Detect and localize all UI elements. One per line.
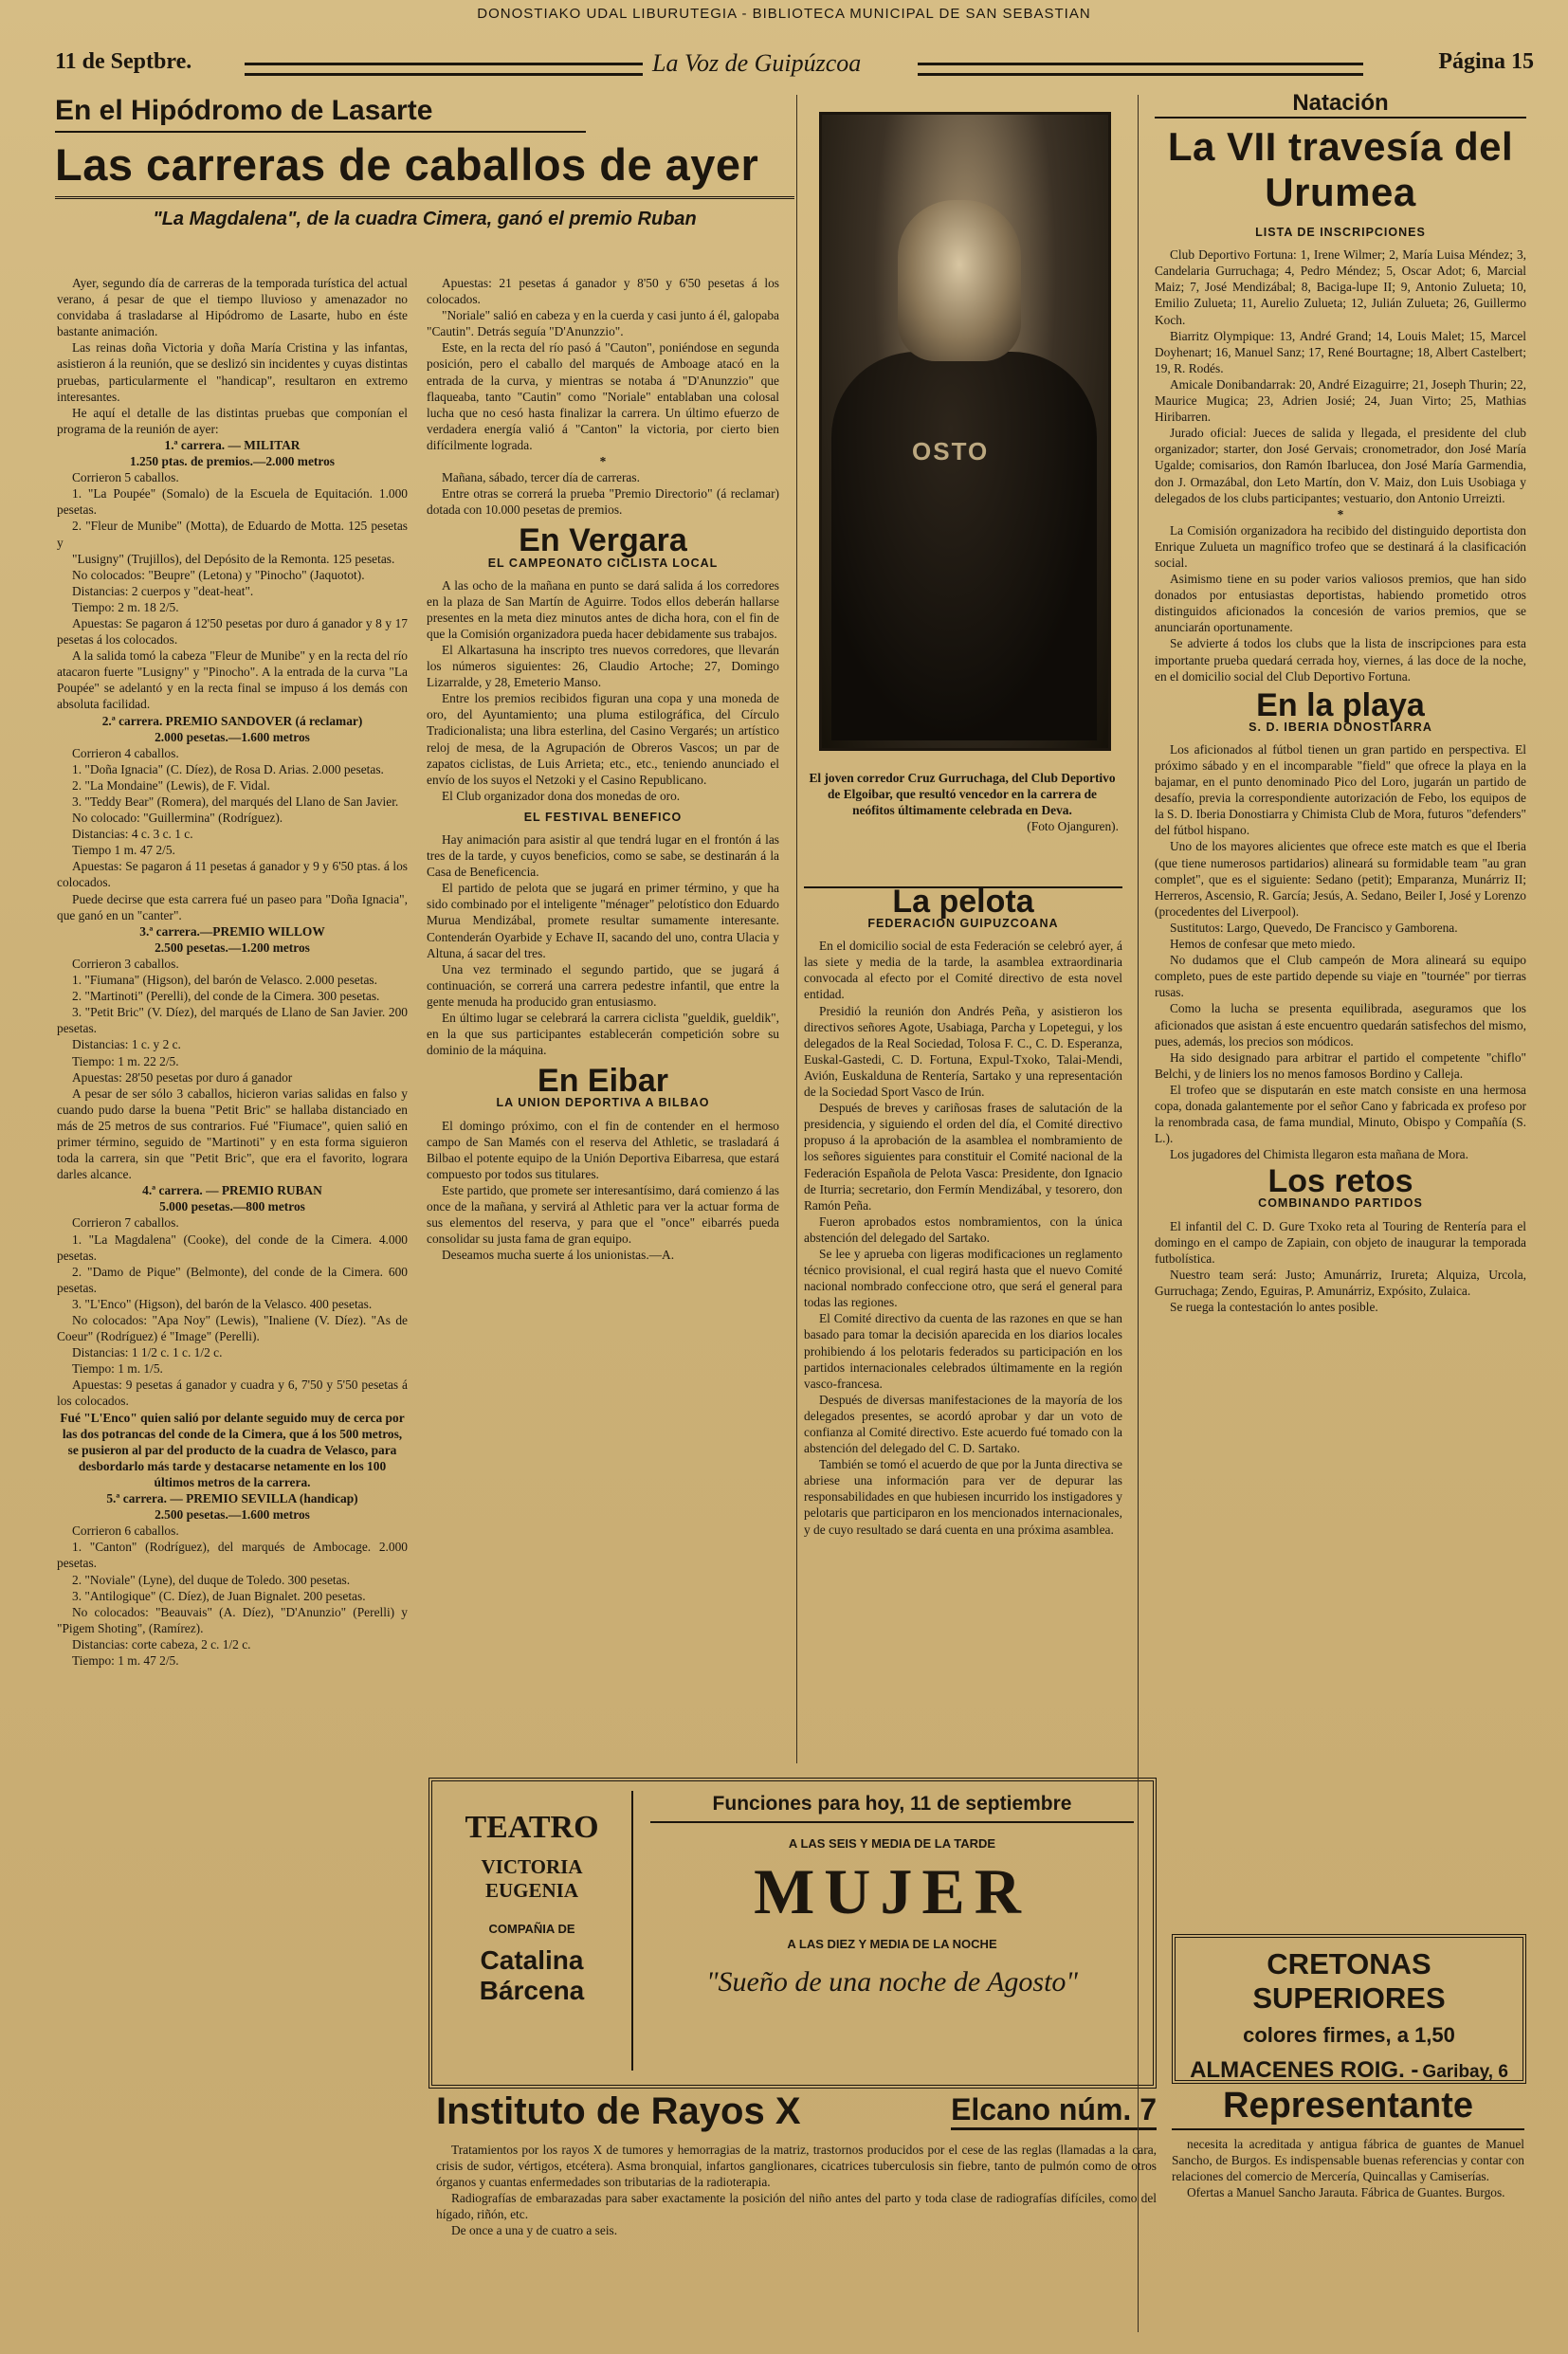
paragraph: No colocados: "Apa Noy" (Lewis), "Inaliene (V. Díez). "As de Coeur" (Rodríguez) é "Image" (Perelli). bbox=[57, 1313, 408, 1344]
masthead-page: Página 15 bbox=[1438, 49, 1534, 74]
cretonas-address: Garibay, 6 bbox=[1422, 2062, 1508, 2082]
paragraph: 3. "Antilogique" (C. Díez), de Juan Bignalet. 200 pesetas. bbox=[72, 1588, 366, 1603]
hipodromo-header bbox=[55, 95, 794, 230]
paragraph: 5.000 pesetas.—800 metros bbox=[159, 1199, 305, 1214]
paragraph: Una vez terminado el segundo partido, que se jugará á continuación, se correrá una carrera pedestre infantil, que entre la gente menuda ha producido gran entusiasmo. bbox=[427, 961, 779, 1009]
natacion-title: La VII travesía del Urumea bbox=[1167, 124, 1514, 215]
cretonas-advertisement bbox=[1172, 1934, 1526, 2084]
paragraph: Nuestro team será: Justo; Amunárriz, Irureta; Alquiza, Urcola, Gurruchaga; Zendo, Eguiras, P. Amunárriz, Expósito, Zulaica. bbox=[1155, 1267, 1526, 1298]
archive-header: DONOSTIAKO UDAL LIBURUTEGIA - BIBLIOTECA MUNICIPAL DE SAN SEBASTIAN bbox=[477, 6, 1091, 22]
eibar-subhead: LA UNION DEPORTIVA A BILBAO bbox=[496, 1096, 710, 1110]
cretonas-store: ALMACENES ROIG. - bbox=[1190, 2057, 1419, 2083]
paragraph: Este, en la recta del río pasó á "Cauton", poniéndose en segunda posición, pero el caballo del marqués de Amboage atacó en la entrada de la curva, y mientras se notaba á "D'Anunzzio" que flaqueaba, tanto "Cautin" como "Noriale" entablaban una colosal lucha que no cesó hasta finalizar la carrera. Un último efuerzo de verdadera energía valió á "Canton" la victoria, por cierto bien difícilmente lograda. bbox=[427, 340, 779, 452]
paragraph: Apuestas: 9 pesetas á ganador y cuadra y 6, 7'50 y 5'50 pesetas á los colocados. bbox=[57, 1378, 408, 1409]
paragraph: El partido de pelota que se jugará en primer término, y que ha sido combinado por el inteligente "ménager" pelotístico don Eduardo Murua Mendizábal, promete resultar sumamente interesante. Contenderán Oyarbide y Echave II, sacando del uno, contra Ulacia y Altuna, á sacar del tres. bbox=[427, 881, 779, 960]
rayos-address: Elcano núm. 7 bbox=[951, 2092, 1157, 2130]
hipodromo-subtitle: "La Magdalena", de la cuadra Cimera, ganó el premio Ruban bbox=[153, 209, 697, 229]
paragraph: 5.ª carrera. — PREMIO SEVILLA (handicap) bbox=[106, 1491, 358, 1506]
paragraph: Distancias: 2 cuerpos y "deat-heat". bbox=[72, 583, 254, 598]
paragraph: En último lugar se celebrará la carrera ciclista "gueldik, gueldik", en la que sus participantes establecerán competición sobre su dominio de la máquina. bbox=[427, 1011, 779, 1058]
paragraph: Entre los premios recibidos figuran una copa y una moneda de oro, del Ayuntamiento; una pluma estilográfica, del Círculo Tradicionalista; una libra esterlina, del Casino Vergarés; un artístico reloj de mesa, de la Agrupación de Obreros Vascos; un par de zapatos ciclistas, de Luis Arrieta; etc., etc., teniendo anunciado el envío de los suyos el Netzoki y el Casino Republicano. bbox=[427, 691, 779, 787]
paragraph: Club Deportivo Fortuna: 1, Irene Wilmer; 2, María Luisa Méndez; 3, Candelaria Gurruchaga; 4, Pedro Méndez; 5, Oscar Adot; 6, Marcial Maiz; 7, José Mendizábal; 8, Baciga-lupe II; 9, Antonio Zulueta; 10, Emilio Zulueta; 11, Aurelio Zulueta; 12, Julián Zulueta; 26, Guillermo Koch. bbox=[1155, 247, 1526, 327]
column-rule-2 bbox=[1138, 95, 1139, 2332]
vergara-subhead-1: EL CAMPEONATO CICLISTA LOCAL bbox=[487, 556, 719, 570]
paragraph: 1. "Canton" (Rodríguez), del marqués de Ambocage. 2.000 pesetas. bbox=[57, 1540, 408, 1571]
pelota-text bbox=[804, 938, 1122, 1537]
teatro-divider bbox=[631, 1791, 637, 2071]
masthead-title: La Voz de Guipúzcoa bbox=[652, 49, 862, 77]
paragraph: Los jugadores del Chimista llegaron esta mañana de Mora. bbox=[1170, 1147, 1468, 1162]
paragraph: Como la lucha se presenta equilibrada, aseguramos que los aficionados que asistan á este encuentro quedarán satisfechos del mismo, pues, además, los precios son módicos. bbox=[1155, 1001, 1526, 1049]
masthead-rule-right bbox=[918, 63, 1363, 76]
paragraph: El Club organizador dona dos monedas de oro. bbox=[442, 788, 681, 803]
teatro-name-2: VICTORIA EUGENIA bbox=[481, 1855, 583, 1902]
paragraph: Hemos de confesar que meto miedo. bbox=[1170, 937, 1356, 952]
paragraph: También se tomó el acuerdo de que por la Junta directiva se abriese una información para ver de depurar las responsabilidades en que hubiesen incurrido los instigadores y pelotaris que participaron en los mencionados internacionales, y de cuyo resultado se dará cuenta en una próxima asamblea. bbox=[804, 1457, 1122, 1537]
paragraph: Apuestas: 21 pesetas á ganador y 8'50 y 6'50 pesetas á los colocados. bbox=[427, 276, 779, 307]
cretonas-price: colores firmes, a 1,50 bbox=[1243, 2023, 1455, 2047]
paragraph: 2. "Damo de Pique" (Belmonte), del conde de la Cimera. 600 pesetas. bbox=[57, 1264, 408, 1295]
paragraph: Corrieron 6 caballos. bbox=[72, 1524, 179, 1539]
paragraph: 3. "Petit Bric" (V. Díez), del marqués de Llano de San Javier. 200 pesetas. bbox=[57, 1005, 408, 1036]
paragraph: Tiempo 1 m. 47 2/5. bbox=[72, 843, 175, 858]
paragraph: 2. "Noviale" (Lyne), del duque de Toledo. 300 pesetas. bbox=[72, 1572, 351, 1587]
paragraph: 3. "Teddy Bear" (Romera), del marqués del Llano de San Javier. bbox=[72, 794, 399, 809]
paragraph: Asimismo tiene en su poder varios valiosos premios, que han sido donados por entusiastas deportistas, habiendo prometido otros distinguidos aficionados la concesión de varios premios, que se anunciarán oportunamente. bbox=[1155, 572, 1526, 635]
paragraph: Uno de los mayores alicientes que ofrece este match es que el Iberia (que tiene numerosos partidarios) alineará su formidable team "au gran complet", que es el siguiente: Sedano (petit); Emparanza, Munárriz II; Herreros, Ascensio, R. García; Jesús, A. Sedano, Beiler I, José y Lorenzo (procedentes del Liverpool). bbox=[1155, 839, 1526, 919]
paragraph: 2.500 pesetas.—1.200 metros bbox=[155, 940, 310, 955]
paragraph: No colocado: "Guillermina" (Rodríguez). bbox=[72, 811, 283, 826]
rayos-text: Tratamientos por los rayos X de tumores y hemorragias de la matriz, trastornos producidos por el cese de las reglas (llamadas a la cara, crisis de sudor, vértigos, etcétera). Asma bronquial, infartos ganglionares, cicatrices tuberculosis sin fiebre, tanto de pulmón como de otros órganos y cuantas enfermedades son tributarias de la radioterapia. bbox=[436, 2143, 1157, 2190]
paragraph: Tiempo: 1 m. 22 2/5. bbox=[72, 1053, 179, 1068]
paragraph: Deseamos mucha suerte á los unionistas.—A. bbox=[442, 1248, 675, 1263]
vergara-subhead-2: EL FESTIVAL BENEFICO bbox=[523, 810, 683, 824]
paragraph: * bbox=[599, 454, 607, 469]
rayos-hours: De once a una y de cuatro a seis. bbox=[451, 2223, 618, 2238]
paragraph: A la salida tomó la cabeza "Fleur de Munibe" y en la recta del río atacaron fuerte "Lusigny" y "Pinocho". A la entrada de la curva "La Poupée" se adelantó y en la recta final se impuso á los demás con absoluta facilidad. bbox=[57, 648, 408, 712]
paragraph: Corrieron 4 caballos. bbox=[72, 745, 179, 760]
paragraph: 1. "Fiumana" (Higson), del barón de Velasco. 2.000 pesetas. bbox=[72, 973, 377, 988]
paragraph: A las ocho de la mañana en punto se dará salida á los corredores en la plaza de San Martín de Aguirre. Todos ellos deberán hallarse presentes en la meta diez minutos antes de dicha hora, con el fin de que la Comisión organizadora pueda hacer debidamente sus trabajos. bbox=[427, 577, 779, 641]
paragraph: 2.000 pesetas.—1.600 metros bbox=[155, 729, 310, 744]
paragraph: "Noriale" salió en cabeza y en la cuerda y casi junto á él, galopaba "Cautin". Detrás seguía "D'Anunzzio". bbox=[427, 308, 779, 339]
company-label: COMPAÑIA DE bbox=[488, 1922, 575, 1936]
paragraph: 2. "Martinoti" (Perelli), del conde de la Cimera. 300 pesetas. bbox=[72, 989, 380, 1004]
paragraph: A pesar de ser sólo 3 caballos, hicieron varias salidas en falso y cuando pudo darse la buena "Petit Bric" se hallaba distanciado en más de 25 metros de sus contrarios. Fué "Fiumace", quien salió en primer término, seguido de "Martinoti" y en esta forma siguieron toda la carrera, sin que "Petit Bric", que era el favorito, lograra darles alcance. bbox=[57, 1086, 408, 1182]
paragraph: Corrieron 5 caballos. bbox=[72, 470, 179, 485]
natacion-article bbox=[1155, 90, 1526, 1315]
paragraph: Ha sido designado para arbitrar el partido el competente "chiflo" Belchi, y de liniers los no menos famosos Bordino y Calleja. bbox=[1155, 1049, 1526, 1081]
photo-credit: (Foto Ojanguren). bbox=[1027, 819, 1119, 834]
paragraph: Ayer, segundo día de carreras de la temporada turística del actual verano, á pesar de que el tiempo lluvioso y amenazador no convidaba á trasladarse al Hipódromo de Lasarte, hubo en éste bastante animación. bbox=[57, 276, 408, 339]
paragraph: Fueron aprobados estos nombramientos, con la única abstención del delegado del Sartako. bbox=[804, 1213, 1122, 1245]
paragraph: 3. "L'Enco" (Higson), del barón de la Velasco. 400 pesetas. bbox=[72, 1296, 373, 1311]
photo-caption-block bbox=[806, 770, 1119, 834]
functions-rule bbox=[650, 1821, 1134, 1823]
paragraph: Después de breves y cariñosas frases de salutación de la presidencia, y siguiendo el orden del día, el Comité directivo propuso á la aprobación de la asamblea el nombramiento de los señores siguientes para constituir el Comité nacional de la Federación Española de Pelota Vasca: Presidente, don Ignacio de Iturria; secretario, don Fermín Mendizábal, y tesorero, don Ramón Peña. bbox=[804, 1101, 1122, 1213]
paragraph: 2.500 pesetas.—1.600 metros bbox=[155, 1507, 310, 1523]
paragraph: Se ruega la contestación lo antes posible. bbox=[1170, 1300, 1378, 1314]
time-night: A LAS DIEZ Y MEDIA DE LA NOCHE bbox=[787, 1937, 997, 1951]
eibar-text bbox=[427, 1118, 779, 1264]
paragraph: No colocados: "Beupre" (Letona) y "Pinocho" (Jaquotot). bbox=[72, 567, 365, 582]
cyclist-figure-head bbox=[898, 200, 1021, 361]
paragraph: Distancias: corte cabeza, 2 c. 1/2 c. bbox=[72, 1636, 251, 1651]
paragraph: El Alkartasuna ha inscripto tres nuevos corredores, que llevarán los números siguientes: 26, Claudio Artoche; 27, Domingo Lizarralde, y 28, Emeterio Manso. bbox=[427, 642, 779, 690]
hipodromo-title: Las carreras de caballos de ayer bbox=[55, 139, 759, 190]
paragraph: 1.250 ptas. de premios.—2.000 metros bbox=[130, 454, 335, 469]
paragraph: Presidió la reunión don Andrés Peña, y asistieron los directivos señores Agote, Usabiaga, Parcha y Lopetegui, y los delegados de la Real Sociedad, Tolosa F. C., C. D. Esperanza, Euskal-Gastedi, C. D. Fortuna, Expul-Txoko, Talai-Mendi, Avión, Euskalduna de Rentería, Sartako y una representación de la Sociedad Sport Vasco de Irún. bbox=[804, 1003, 1122, 1100]
actress-name-1: Catalina bbox=[480, 1945, 584, 1975]
paragraph: Distancias: 1 1/2 c. 1 c. 1/2 c. bbox=[72, 1345, 223, 1360]
paragraph: En el domicilio social de esta Federación se celebró ayer, á las siete y media de la tarde, la asamblea extraordinaria convocada al efecto por el Comité directivo de esta novel entidad. bbox=[804, 939, 1122, 1002]
cretonas-store-line bbox=[1176, 2057, 1522, 2084]
paragraph: 1. "La Poupée" (Somalo) de la Escuela de Equitación. 1.000 pesetas. bbox=[57, 486, 408, 518]
paragraph: Corrieron 3 caballos. bbox=[72, 956, 179, 971]
rayos-text-2: Radiografías de embarazadas para saber exactamente la posición del niño antes del parto y toda clase de radiografías difíciles, como del hígado, riñón, etc. bbox=[436, 2191, 1157, 2222]
paragraph: Distancias: 1 c. y 2 c. bbox=[72, 1037, 181, 1052]
playa-text bbox=[1155, 741, 1526, 1162]
pelota-article bbox=[804, 886, 1122, 1538]
paragraph: Biarritz Olympique: 13, André Grand; 14, Louis Malet; 15, Marcel Doyhenart; 16, Manuel Sanz; 17, René Bourtagne; 18, Albert Castelbert; 19, R. Rodés. bbox=[1155, 328, 1526, 375]
paragraph: 2. "Fleur de Munibe" (Motta), de Eduardo de Motta. 125 pesetas y bbox=[57, 519, 408, 550]
cyclist-figure-body bbox=[831, 352, 1097, 740]
teatro-advertisement bbox=[428, 1778, 1157, 2089]
teatro-left-panel bbox=[451, 1810, 612, 2006]
paragraph: Fué "L'Enco" quien salió por delante seguido muy de cerca por las dos potrancas del conde de la Cimera, que á los 500 metros, se pusieron al par del producto de la cuadra de Velasco, para desbordarlo más tarde y destacarse netamente en los 100 últimos metros de la carrera. bbox=[60, 1410, 405, 1489]
column-rule-1 bbox=[796, 95, 797, 1763]
paragraph: Apuestas: Se pagaron á 12'50 pesetas por duro á ganador y 8 y 17 pesetas á los colocados. bbox=[57, 615, 408, 648]
actress-name-2: Bárcena bbox=[479, 1976, 585, 2005]
paragraph: El Comité directivo da cuenta de las razones en que se han basado para tomar la decisión aparecida en los diarios locales prohibiendo á los pelotaris federados su participación en los partidos internacionales celebrados últimamente en la región vasco-francesa. bbox=[804, 1311, 1122, 1391]
paragraph: Los aficionados al fútbol tienen un gran partido en perspectiva. El próximo sábado y en el incomparable "field" que ofrece la playa en la bajamar, en el punto denominado Pico del Loro, jugarán un partido de desafío, previa la correspondiente autorización de Febo, los equipos de la S. D. Iberia Donostiarra y Chimista Club de Mora, futuros "defenders" del fútbol hispano. bbox=[1155, 741, 1526, 838]
representante-rule bbox=[1172, 2128, 1524, 2130]
representante-title: Representante bbox=[1223, 2086, 1473, 2126]
paragraph: He aquí el detalle de las distintas pruebas que componían el programa de la reunión de ayer: bbox=[57, 405, 408, 436]
paragraph: Entre otras se correrá la prueba "Premio Directorio" (á reclamar) dotada con 10.000 pesetas de premios. bbox=[427, 486, 779, 518]
cyclist-photo bbox=[819, 112, 1111, 751]
paragraph: Tiempo: 2 m. 18 2/5. bbox=[72, 599, 179, 614]
rayos-header bbox=[436, 2090, 1157, 2136]
teatro-right-panel bbox=[650, 1793, 1134, 1998]
paragraph: Tiempo: 1 m. 47 2/5. bbox=[72, 1652, 179, 1668]
paragraph: Mañana, sábado, tercer día de carreras. bbox=[442, 470, 640, 485]
hipodromo-column-2-text bbox=[427, 275, 779, 518]
retos-text bbox=[1155, 1218, 1526, 1316]
retos-title: Los retos bbox=[1267, 1163, 1413, 1200]
rayos-name: Instituto de Rayos X bbox=[436, 2090, 801, 2132]
vergara-title: En Vergara bbox=[519, 522, 687, 559]
paragraph: El infantil del C. D. Gure Txoko reta al Touring de Rentería para el domingo en el campo de Zapiain, con objeto de inaugurar la temporada futbolística. bbox=[1155, 1218, 1526, 1266]
paragraph: Jurado oficial: Jueces de salida y llegada, el presidente del club organizador; starter, don José Gervais; cronometrador, don José María Ugalde; comisarios, don Ramón Ibarlucea, don José María Garmendia, don J. Ormazábal, don Leto Martín, don V. Maiz, don Luis Usobiaga y delegados de los clubs participantes; vestuario, don Antonio Urreizti. bbox=[1155, 426, 1526, 505]
paragraph: Apuestas: 28'50 pesetas por duro á ganador bbox=[72, 1069, 293, 1085]
jersey-lettering: OSTO bbox=[912, 437, 990, 465]
paragraph: El trofeo que se disputarán en este match consiste en una hermosa copa, donada galantemente por el señor Cano y fabricada ex profeso por la renombrada casa, de fama mundial, Minuto, Obispo y Compañía (S. L.). bbox=[1155, 1082, 1526, 1146]
paragraph: Tiempo: 1 m. 1/5. bbox=[72, 1361, 163, 1377]
paragraph: 3.ª carrera.—PREMIO WILLOW bbox=[139, 923, 325, 939]
hipodromo-kicker: En el Hipódromo de Lasarte bbox=[55, 95, 433, 126]
natacion-subhead: LISTA DE INSCRIPCIONES bbox=[1255, 226, 1426, 240]
teatro-name-1: TEATRO bbox=[465, 1810, 599, 1845]
rayos-text-block bbox=[436, 2142, 1157, 2239]
functions-heading: Funciones para hoy, 11 de septiembre bbox=[712, 1793, 1072, 1815]
vergara-text-1 bbox=[427, 577, 779, 804]
paragraph: 1. "La Magdalena" (Cooke), del conde de la Cimera. 4.000 pesetas. bbox=[57, 1232, 408, 1263]
masthead bbox=[55, 49, 1534, 83]
play-title-sueno: "Sueño de una noche de Agosto" bbox=[705, 1966, 1079, 1998]
paragraph: No dudamos que el Club campeón de Mora alineará su equipo completo, pues de este partido depende su viaje en "tournée" por tierras rusas. bbox=[1155, 953, 1526, 1000]
paragraph: 1.ª carrera. — MILITAR bbox=[164, 437, 301, 452]
paragraph: Se advierte á todos los clubs que la lista de inscripciones para esta importante prueba quedará cerrada hoy, viernes, á las doce de la noche, en el domicilio social del Club Deportivo Fortuna. bbox=[1155, 636, 1526, 684]
vergara-text-2 bbox=[427, 831, 779, 1058]
masthead-date: 11 de Septbre. bbox=[55, 49, 192, 74]
hipodromo-column-2 bbox=[427, 275, 779, 1263]
paragraph: Apuestas: Se pagaron á 11 pesetas á ganador y 9 y 6'50 ptas. á los colocados. bbox=[57, 859, 408, 890]
paragraph: El domingo próximo, con el fin de contender en el hermoso campo de San Mamés con el reserva del Athletic, se trasladará á Bilbao el potente equipo de la Unión Deportiva Eibarresa, que estará compuesto por todos sus titulares. bbox=[427, 1118, 779, 1181]
play-title-mujer: MUJER bbox=[754, 1855, 1030, 1927]
title-rule bbox=[55, 196, 794, 199]
paragraph: Se lee y aprueba con ligeras modificaciones un reglamento técnico provisional, el cual regirá hasta que el nuevo Comité nacional nombrado confeccione otro, que será el general para todas las regiones. bbox=[804, 1246, 1122, 1310]
hipodromo-column-1 bbox=[57, 275, 408, 2327]
natacion-text bbox=[1155, 246, 1526, 684]
masthead-rule-left bbox=[245, 63, 643, 76]
photo-caption: El joven corredor Cruz Gurruchaga, del Club Deportivo de Elgoibar, que resultó vencedor en la carrera de neófitos últimamente celebrada en Deva. bbox=[809, 771, 1116, 818]
paragraph: Puede decirse que esta carrera fué un paseo para "Doña Ignacia", que ganó en un "canter". bbox=[57, 891, 408, 922]
representante-text-block bbox=[1172, 2136, 1524, 2200]
playa-title: En la playa bbox=[1256, 686, 1425, 723]
paragraph: Amicale Donibandarrak: 20, André Eizaguirre; 21, Joseph Thurin; 22, Maurice Mugica; 23, Adrien Josié; 24, Juan Virto; 25, Mathias Hiribarren. bbox=[1155, 376, 1526, 425]
paragraph: La Comisión organizadora ha recibido del distinguido deportista don Enrique Zulueta un magnífico trofeo que se destinará á la clasificación social. bbox=[1155, 522, 1526, 570]
representante-text-2: Ofertas a Manuel Sancho Jarauta. Fábrica de Guantes. Burgos. bbox=[1187, 2185, 1505, 2200]
paragraph: Las reinas doña Victoria y doña María Cristina y las infantas, asistieron á la reunión, que se deslizó sin incidentes y cuyas distintas pruebas, particularmente el "handicap", resultaron en extremo interesantes. bbox=[57, 340, 408, 404]
playa-subhead: S. D. IBERIA DONOSTIARRA bbox=[1249, 720, 1432, 734]
paragraph: 2. "La Mondaine" (Lewis), de F. Vidal. bbox=[72, 777, 270, 793]
representante-advertisement bbox=[1172, 2086, 1524, 2200]
retos-subhead: COMBINANDO PARTIDOS bbox=[1258, 1196, 1423, 1211]
paragraph: * bbox=[1337, 506, 1344, 521]
representante-text: necesita la acreditada y antigua fábrica de guantes de Manuel Sancho, de Burgos. Es indispensable buenas referencias y contar con relaciones del comercio de Mercería, Quincallas y Camiserías. bbox=[1172, 2137, 1524, 2184]
kicker-rule bbox=[55, 131, 586, 133]
paragraph: Hay animación para asistir al que tendrá lugar en el frontón á las tres de la tarde, y cuyos beneficios, como se sabe, se destinarán á la Casa de Beneficencia. bbox=[427, 832, 779, 880]
pelota-title: La pelota bbox=[892, 884, 1034, 920]
paragraph: Este partido, que promete ser interesantísimo, dará comienzo á las once de la mañana, y servirá al Athletic para ver la actuar forma de sus elementos del reserva, y para que el "once" eibarrés pueda consolidar su justa fama de gran equipo. bbox=[427, 1182, 779, 1247]
paragraph: 4.ª carrera. — PREMIO RUBAN bbox=[142, 1183, 322, 1198]
pelota-subhead: FEDERACION GUIPUZCOANA bbox=[867, 917, 1059, 931]
paragraph: Después de diversas manifestaciones de la mayoría de los delegados presentes, se acordó aprobar y dar un voto de confianza al Comité directivo. Este acuerdo fué tomado con la abstención del delegado del C. D. Sartako. bbox=[804, 1392, 1122, 1456]
paragraph: Corrieron 7 caballos. bbox=[72, 1215, 179, 1231]
natacion-rule bbox=[1155, 117, 1526, 119]
time-evening: A LAS SEIS Y MEDIA DE LA TARDE bbox=[788, 1836, 996, 1851]
paragraph: No colocados: "Beauvais" (A. Díez), "D'Anunzio" (Perelli) y "Pigem Shoting", (Ramírez). bbox=[57, 1604, 408, 1635]
paragraph: Sustitutos: Largo, Quevedo, De Francisco y Gamborena. bbox=[1170, 920, 1458, 935]
cretonas-title: CRETONAS SUPERIORES bbox=[1252, 1947, 1446, 2015]
natacion-kicker: Natación bbox=[1292, 90, 1389, 116]
paragraph: "Lusigny" (Trujillos), del Depósito de la Remonta. 125 pesetas. bbox=[72, 551, 395, 566]
eibar-title: En Eibar bbox=[538, 1063, 668, 1100]
paragraph: Distancias: 4 c. 3 c. 1 c. bbox=[72, 827, 193, 842]
paragraph: 1. "Doña Ignacia" (C. Díez), de Rosa D. Arias. 2.000 pesetas. bbox=[72, 761, 384, 776]
rayos-advertisement bbox=[436, 2090, 1157, 2239]
paragraph: 2.ª carrera. PREMIO SANDOVER (á reclamar) bbox=[101, 713, 363, 728]
